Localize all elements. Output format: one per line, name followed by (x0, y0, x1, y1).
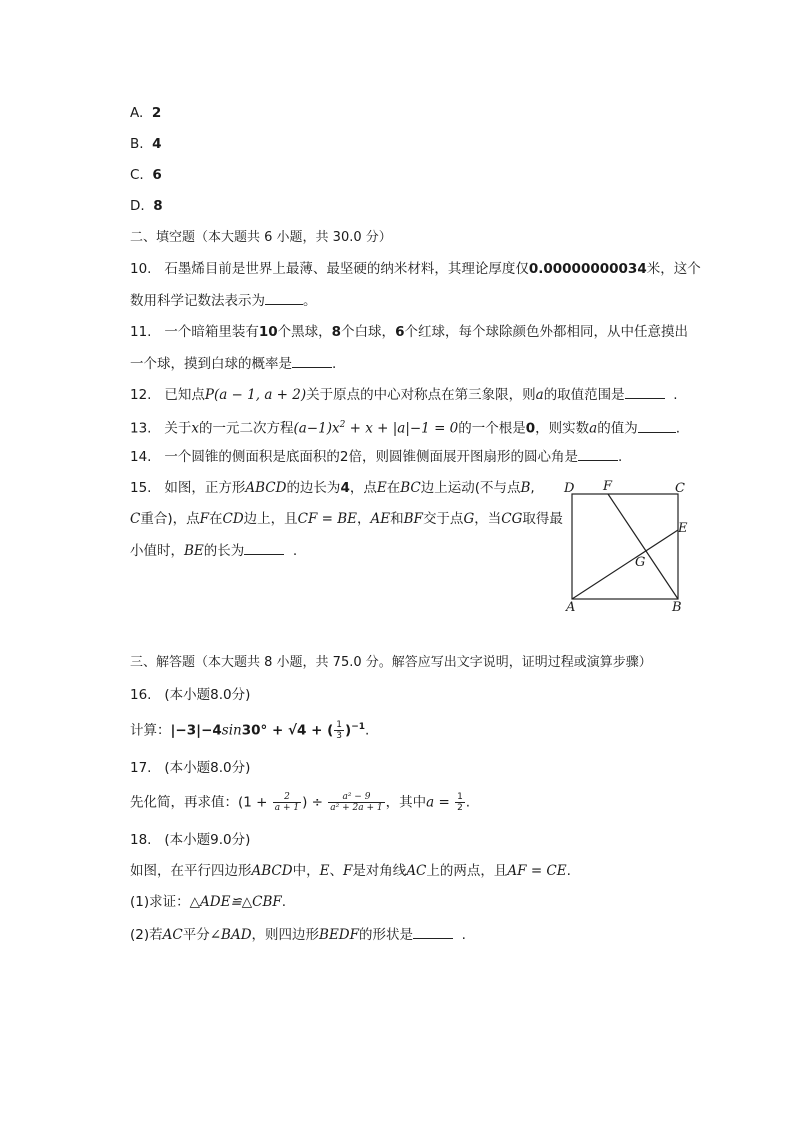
label-e: E (678, 521, 688, 536)
question-15-line-2: C重合)，点F在CD边上，且CF = BE，AE和BF交于点G，当CG取得最 (130, 511, 563, 527)
label-a: A (566, 600, 576, 615)
question-12: 12. 已知点P(a − 1, a + 2)关于原点的中心对称点在第三象限，则a的取值范围是 . (130, 384, 678, 405)
answer-blank (625, 384, 665, 399)
question-16-body: 计算：|−3|−4sin30° + √4 + ( $\frac{1}{3}$ )$^{-1}$. (130, 720, 370, 741)
segment-ae (572, 530, 678, 599)
option-c: C. 6 (130, 167, 162, 183)
question-18-line-2: (1)求证：△ADE≌△CBF. (130, 894, 287, 910)
answer-blank (578, 446, 618, 461)
answer-blank (292, 353, 332, 368)
label-f: F (603, 479, 613, 494)
segment-bf (608, 494, 678, 599)
square-abcd (572, 494, 678, 599)
option-d: D. 8 (130, 198, 163, 214)
label-c: C (675, 481, 685, 496)
answer-blank (638, 418, 676, 433)
question-18-header: 18. (本小题9.0分) (130, 832, 251, 848)
question-11-line-2: 一个球，摸到白球的概率是 . (130, 353, 336, 374)
option-b: B. 4 (130, 136, 162, 152)
square-figure (560, 478, 700, 618)
question-10-line-2: 数用科学记数法表示为 。 (130, 290, 317, 311)
question-11-line-1: 11. 一个暗箱里装有10个黑球，8个白球，6个红球，每个球除颜色外都相同，从中任意摸出 (130, 324, 688, 340)
question-18-line-3: (2)若AC平分∠BAD，则四边形BEDF的形状是 . (130, 924, 466, 945)
question-17-header: 17. (本小题8.0分) (130, 760, 251, 776)
answer-blank (265, 290, 303, 305)
answer-blank (413, 924, 453, 939)
label-g: G (635, 555, 646, 570)
label-b: B (672, 600, 682, 615)
question-17-body: 先化简，再求值：(1 + $\frac{2}{a + 1}$ ) ÷ $\frac{\text{a² − 9}}{\text{a² + 2a + 1}}$ ，其中a = $\frac{1}{2}$ . (130, 792, 471, 813)
question-14: 14. 一个圆锥的侧面积是底面积的2倍，则圆锥侧面展开图扇形的圆心角是 . (130, 446, 622, 467)
question-16-header: 16. (本小题8.0分) (130, 687, 251, 703)
label-d: D (564, 481, 575, 496)
question-10-line-1: 10. 石墨烯目前是世界上最薄、最坚硬的纳米材料，其理论厚度仅0.00000000034米，这个 (130, 261, 701, 277)
section-2-title: 二、填空题（本大题共 6 小题，共 30.0 分） (130, 230, 392, 245)
answer-blank (244, 540, 284, 555)
question-13: 13. 关于x的一元二次方程$(a-1)x^2 + x + |a|-1 = 0$的一个根是0，则实数a的值为 . (130, 415, 680, 439)
option-a: A. 2 (130, 105, 162, 121)
question-18-line-1: 如图，在平行四边形ABCD中，E、F是对角线AC上的两点，且AF = CE. (130, 863, 571, 879)
section-3-title: 三、解答题（本大题共 8 小题，共 75.0 分。解答应写出文字说明，证明过程或演算步骤） (130, 655, 652, 670)
question-15-line-3: 小值时，BE的长为 . (130, 540, 297, 561)
question-15-line-1: 15. 如图，正方形ABCD的边长为4，点E在BC边上运动(不与点B, (130, 480, 535, 496)
